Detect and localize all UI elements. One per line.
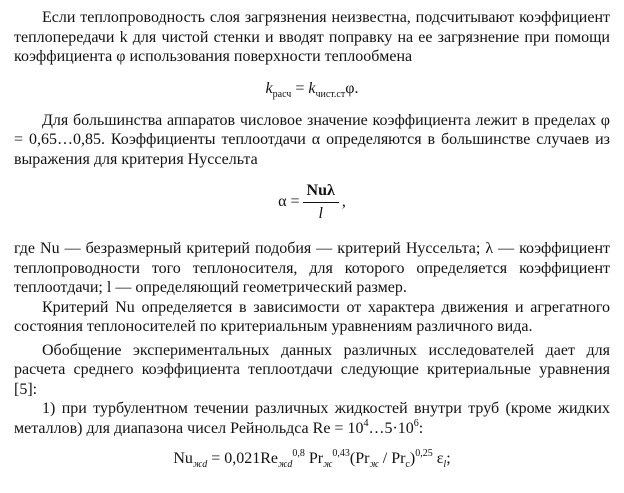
- turbulent-exp-1: 4: [363, 417, 369, 429]
- turbulent-exp-2: 6: [413, 417, 419, 429]
- f3-prc-sub: с: [405, 459, 410, 470]
- formula-k-design-eq: =: [291, 79, 309, 97]
- f3-pr-sub: ж: [323, 459, 333, 470]
- formula-alpha-tail: ,: [341, 193, 346, 210]
- formula-k-design: [14, 77, 610, 101]
- paragraph-generalization: Обобщение экспериментальных данных различных исследователей дает для расчета среднего коэффициента теплоотдачи следующие критериальные уравнения [5]:: [14, 341, 610, 398]
- f3-exp: 0,25: [415, 448, 433, 459]
- f3-pr2-sub: ж: [369, 459, 379, 470]
- turbulent-text: 1) при турбулентном течении различных жидкостей внутри труб (кроме жидких металлов) для диапазона чисел Рейнольдса Re = 10: [14, 400, 610, 437]
- f3-re-sub: жd: [278, 459, 293, 470]
- formula-alpha-fraction: [303, 182, 339, 223]
- formula-alpha-denominator: l: [318, 204, 323, 222]
- turbulent-mid: …5·10: [368, 419, 414, 437]
- paragraph-fouling: Если теплопроводность слоя загрязнения неизвестна, подсчитывают коэффициент теплопередачи k для чистой стенки и вводят поправку на ее загрязнение при помощи коэффициента φ использования поверхности теплообмена: [14, 9, 610, 65]
- f3-tail: ;: [446, 450, 451, 467]
- formula-alpha-lhs: α =: [278, 193, 300, 210]
- formula-k-design-lhs-sub: расч: [272, 88, 292, 100]
- formula-k-design-tail: φ.: [345, 79, 359, 97]
- f3-pr: Pr: [304, 450, 324, 467]
- f3-slash: / Pr: [378, 450, 406, 467]
- formula-nusselt-turbulent: [14, 444, 610, 474]
- f3-re-sup: 0,8: [292, 448, 305, 459]
- f3-eps-sub: l: [443, 459, 447, 470]
- paragraph-coefficient-range: Для большинства аппаратов числовое значение коэффициента лежит в пределах φ = 0,65…0,85. Коэффициенты теплоотдачи α определяются в большинстве случаев из выражения для критерия Нуссельта: [14, 111, 610, 168]
- formula-alpha: [14, 171, 610, 233]
- f3-paren-close: ): [409, 450, 416, 467]
- f3-paren-open: (Pr: [349, 450, 370, 467]
- f3-eq: = 0,021Re: [207, 450, 279, 467]
- turbulent-end: :: [418, 419, 424, 437]
- f3-eps: ε: [432, 450, 444, 467]
- f3-pr-sup: 0,43: [332, 448, 350, 459]
- formula-k-design-rhs: k: [308, 79, 316, 97]
- formula-alpha-numerator: Nuλ: [303, 182, 339, 203]
- paragraph-nu-criterion: Критерий Nu определяется в зависимости от характера движения и агрегатного состояния теплоносителей по критериальным уравнениям различного вида.: [14, 298, 610, 335]
- f3-nu-sub: жd: [192, 459, 208, 470]
- formula-k-design-lhs: k: [265, 79, 273, 97]
- paragraph-definitions: где Nu — безразмерный критерий подобия — критерий Нуссельта; λ — коэффициент теплопроводности того теплоносителя, для которого определяется коэффициент теплоотдачи; l — определяющий геометрический размер.: [14, 240, 610, 296]
- paragraph-turbulent-flow: [14, 399, 610, 438]
- f3-nu: Nu: [173, 450, 193, 467]
- formula-k-design-rhs-sub: чист.ст: [315, 88, 346, 100]
